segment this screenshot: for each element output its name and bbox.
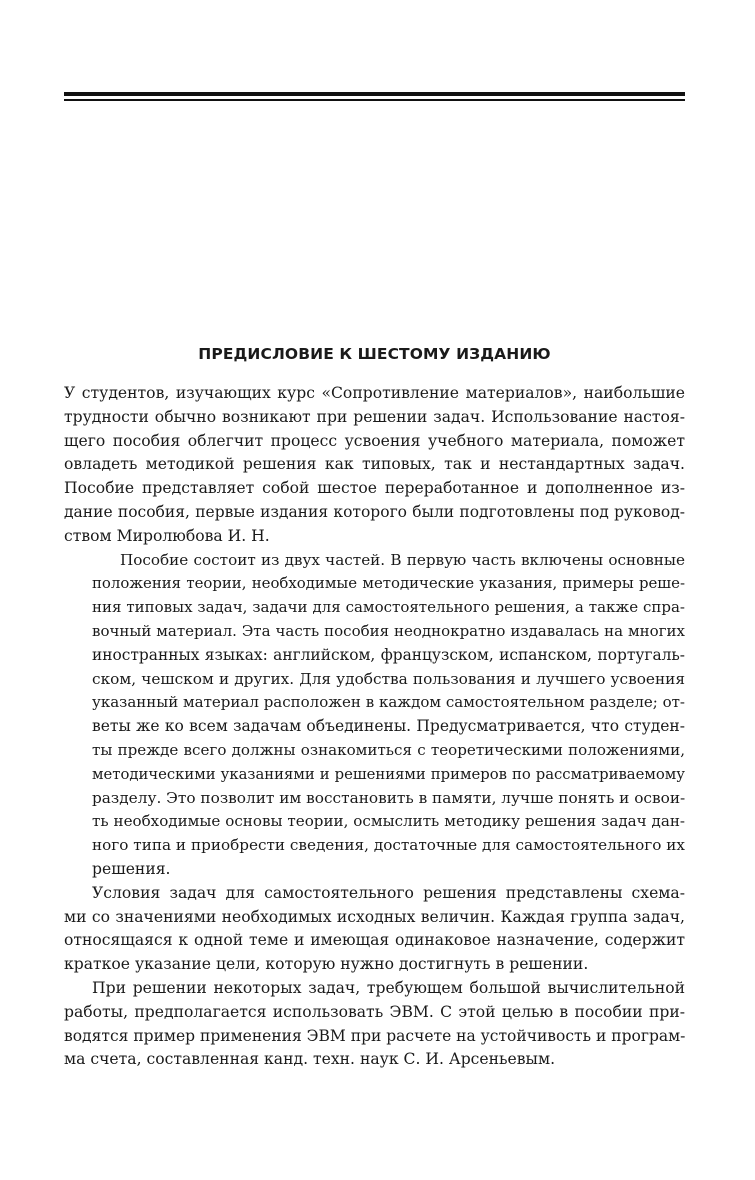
text-line: щего пособия облегчит процесс усвоения учебного материала, поможет <box>64 431 685 450</box>
text-line: ты прежде всего должны ознакомиться с теоретическими положениями, <box>92 740 685 759</box>
paragraph-3 <box>64 882 685 977</box>
top-rule-thick <box>64 92 685 96</box>
text-line: относящаяся к одной теме и имеющая одинаковое назначение, содержит <box>64 931 685 950</box>
text-line: ством Миролюбова И. Н. <box>64 526 270 545</box>
paragraph-1 <box>64 382 685 549</box>
text-line: Пособие представляет собой шестое переработанное и дополненное из- <box>64 479 685 498</box>
text-line: ми со значениями необходимых исходных величин. Каждая группа задач, <box>64 907 685 926</box>
text-line: ском, чешском и других. Для удобства пользования и лучшего усвоения <box>92 669 685 688</box>
text-line: работы, предполагается использовать ЭВМ. С этой целью в пособии при- <box>64 1002 685 1021</box>
text-line: разделу. Это позволит им восстановить в памяти, лучше понять и освои- <box>92 788 686 807</box>
text-line: водятся пример применения ЭВМ при расчете на устойчивость и програм- <box>64 1026 686 1045</box>
text-line: ма счета, составленная канд. техн. наук С. И. Арсеньевым. <box>64 1050 556 1069</box>
text-line: Условия задач для самостоятельного решения представлены схема- <box>92 883 685 902</box>
text-line: решения. <box>92 859 171 878</box>
paragraph-4 <box>64 977 685 1072</box>
text-line: овладеть методикой решения как типовых, так и нестандартных задач. <box>64 455 685 474</box>
text-line: ния типовых задач, задачи для самостоятельного решения, а также спра- <box>92 598 685 617</box>
text-line: Пособие состоит из двух частей. В первую часть включены основные <box>120 550 685 569</box>
top-rule-thin <box>64 99 685 101</box>
text-line: ть необходимые основы теории, осмыслить методику решения задач дан- <box>92 812 685 831</box>
section-heading: ПРЕДИСЛОВИЕ К ШЕСТОМУ ИЗДАНИЮ <box>198 345 551 363</box>
paragraph-2 <box>64 549 685 882</box>
text-line: вочный материал. Эта часть пособия неоднократно издавалась на многих <box>92 621 685 640</box>
body-text <box>64 382 685 1072</box>
text-line: дание пособия, первые издания которого были подготовлены под руковод- <box>64 502 685 521</box>
text-line: веты же ко всем задачам объединены. Предусматривается, что студен- <box>92 717 685 736</box>
text-line: указанный материал расположен в каждом самостоятельном разделе; от- <box>92 693 685 712</box>
text-line: трудности обычно возникают при решении задач. Использование настоя- <box>64 407 685 426</box>
text-line: ного типа и приобрести сведения, достаточные для самостоятельного их <box>92 836 685 855</box>
text-line: методическими указаниями и решениями примеров по рассматриваемому <box>92 765 685 783</box>
text-line: положения теории, необходимые методические указания, примеры реше- <box>92 574 685 593</box>
text-line: иностранных языках: английском, французском, испанском, португаль- <box>92 645 685 664</box>
text-line: краткое указание цели, которую нужно достигнуть в решении. <box>64 955 589 974</box>
text-line: У студентов, изучающих курс «Сопротивление материалов», наибольшие <box>64 384 685 402</box>
text-line: При решении некоторых задач, требующем большой вычислительной <box>92 978 685 997</box>
